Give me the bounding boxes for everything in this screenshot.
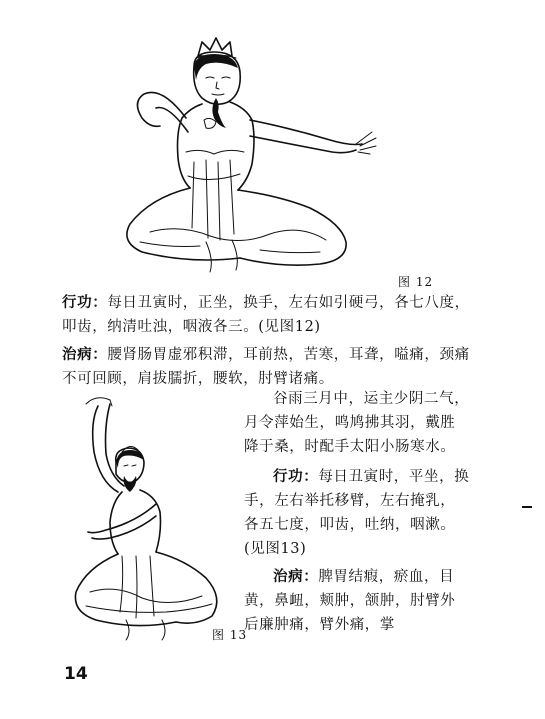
treatment-label: 治病： — [62, 346, 108, 363]
margin-mark — [522, 506, 532, 508]
practice-label: 行功： — [62, 294, 108, 311]
text-block-1 — [62, 291, 482, 391]
practice-paragraph-1 — [62, 291, 482, 339]
treatment-text-2: 脾胃结瘕，瘀血，目黄，鼻衄，颊肿，颔肿，肘臂外后廉肿痛，臂外痛，掌 — [244, 569, 456, 633]
treatment-paragraph-1 — [62, 343, 482, 391]
figure-13-caption: 图 13 — [212, 628, 248, 642]
figure-12-illustration — [110, 28, 390, 283]
season-intro-text: 谷雨三月中，运主少阴二气，月令萍始生，鸣鸠拂其羽，戴胜降于桑，时配手太阳小肠寒水。 — [244, 391, 470, 455]
practice-label-2: 行功： — [273, 468, 319, 485]
practice-text-2: 每日丑寅时，平坐，换手，左右举托移臂，左右掩乳，各五七度，叩齿，吐纳，咽漱。(见图13) — [244, 469, 470, 557]
figure-12-caption: 图 12 — [398, 275, 434, 289]
figure-13-illustration — [66, 392, 234, 642]
text-block-2 — [244, 387, 470, 637]
practice-paragraph-2 — [244, 465, 470, 561]
season-intro-paragraph — [244, 387, 470, 459]
treatment-label-2: 治病： — [273, 568, 319, 585]
treatment-text: 腰肾肠胃虚邪积滞，耳前热，苦寒，耳聋，嗌痛，颈痛不可回顾，肩拔臑折，腰软，肘臂诸痛。 — [62, 347, 470, 387]
treatment-paragraph-2 — [244, 565, 470, 637]
practice-text: 每日丑寅时，正坐，换手，左右如引硬弓，各七八度，叩齿，纳清吐浊，咽液各三。(见图12) — [62, 295, 470, 335]
page-number: 14 — [64, 664, 88, 684]
